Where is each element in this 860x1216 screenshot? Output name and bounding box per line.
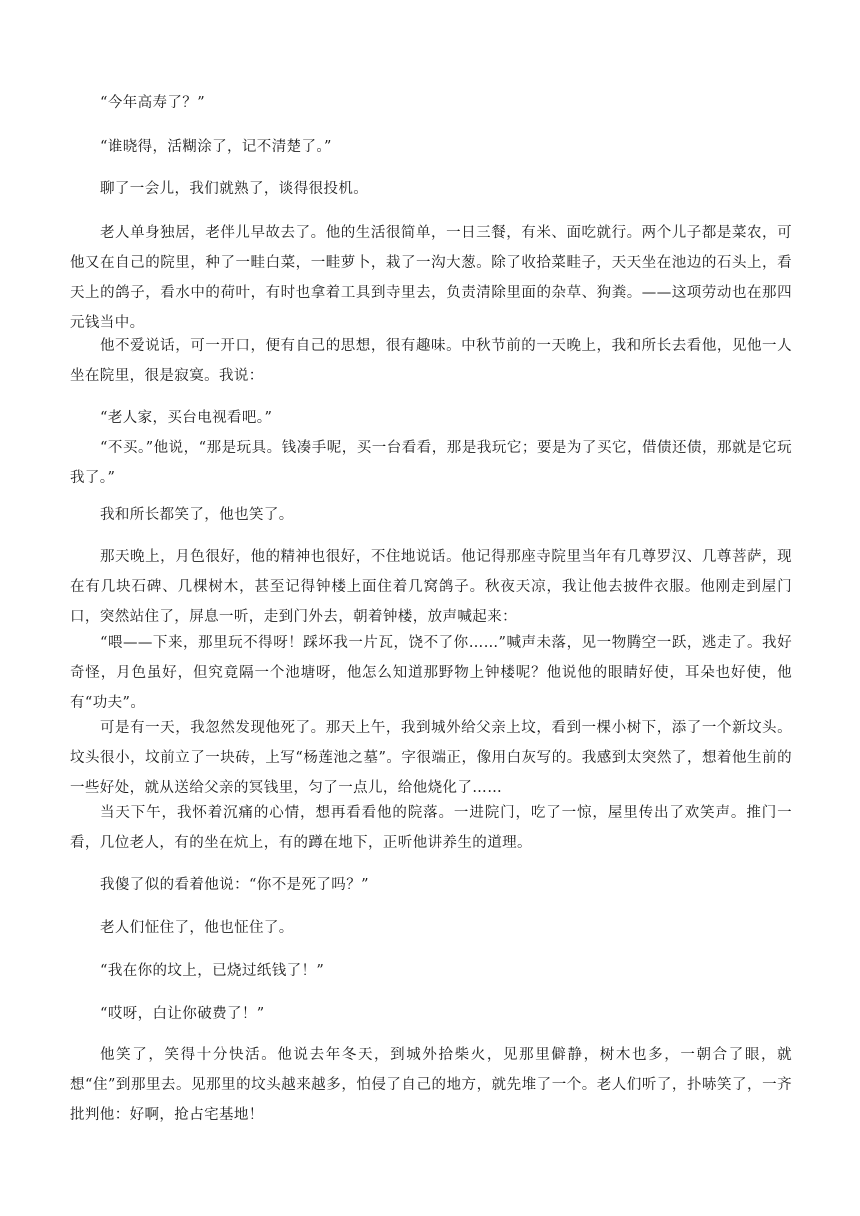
paragraph-12: 当天下午，我怀着沉痛的心情，想再看看他的院落。一进院门，吃了一惊，屋里传出了欢笑声。推门一看，几位老人，有的坐在炕上，有的蹲在地下，正听他讲养生的道理。 [70,805,792,851]
document-page [70,0,792,1216]
paragraph-9: 那天晚上，月色很好，他的精神也很好，不住地说话。他记得那座寺院里当年有几尊罗汉、几尊菩萨，现在有几块石碑、几棵树木，甚至记得钟楼上面住着几窝鸽子。秋夜天凉，我让他去披件衣服。他刚走到屋门口，突然站住了，屏息一听，走到门外去，朝着钟楼，放声喊起来： [70,549,792,625]
paragraph-7: “不买。”他说，“那是玩具。钱凑手呢，买一台看看，那是我玩它；要是为了买它，借债还债，那就是它玩我了。” [70,440,792,486]
paragraph-4: 老人单身独居，老伴儿早故去了。他的生活很简单，一日三餐，有米、面吃就行。两个儿子都是菜农，可他又在自己的院里，种了一畦白菜，一畦萝卜，栽了一沟大葱。除了收拾菜畦子，天天坐在池边的石头上，看天上的鸽子，看水中的荷叶，有时也拿着工具到寺里去，负责清除里面的杂草、狗粪。——这项劳动也在那四元钱当中。 [70,225,792,331]
paragraph-6: “老人家，买台电视看吧。” [100,410,273,426]
paragraph-15: “我在你的坟上，已烧过纸钱了！” [100,963,325,979]
paragraph-14: 老人们怔住了，他也怔住了。 [100,920,294,936]
paragraph-17: 他笑了，笑得十分快活。他说去年冬天，到城外拾柴火，见那里僻静，树木也多，一朝合了眼，就想“住”到那里去。见那里的坟头越来越多，怕侵了自己的地方，就先堆了一个。老人们听了，扑哧笑了，一齐批判他：好啊，抢占宅基地！ [70,1047,792,1123]
paragraph-1: “今年高寿了？” [100,95,206,111]
paragraph-13: 我傻了似的看着他说：“你不是死了吗？” [100,877,369,893]
paragraph-16: “哎呀，白让你破费了！” [100,1006,265,1022]
paragraph-5: 他不爱说话，可一开口，便有自己的思想，很有趣味。中秋节前的一天晚上，我和所长去看他，见他一人坐在院里，很是寂寞。我说： [70,338,792,384]
paragraph-2: “谁晓得，活糊涂了，记不清楚了。” [100,139,332,155]
paragraph-8: 我和所长都笑了，他也笑了。 [100,507,294,523]
paragraph-11: 可是有一天，我忽然发现他死了。那天上午，我到城外给父亲上坟，看到一棵小树下，添了一个新坟头。坟头很小，坟前立了一块砖，上写“杨莲池之墓”。字很端正，像用白灰写的。我感到太突然了，想着他生前的一些好处，就从送给父亲的冥钱里，匀了一点儿，给他烧化了…… [70,720,792,796]
paragraph-10: “喂——下来，那里玩不得呀！踩坏我一片瓦，饶不了你……”喊声未落，见一物腾空一跃，逃走了。我好奇怪，月色虽好，但究竟隔一个池塘呀，他怎么知道那野物上钟楼呢？他说他的眼睛好使，耳朵也好使，他有“功夫”。 [70,635,792,711]
paragraph-3: 聊了一会儿，我们就熟了，谈得很投机。 [100,181,369,197]
